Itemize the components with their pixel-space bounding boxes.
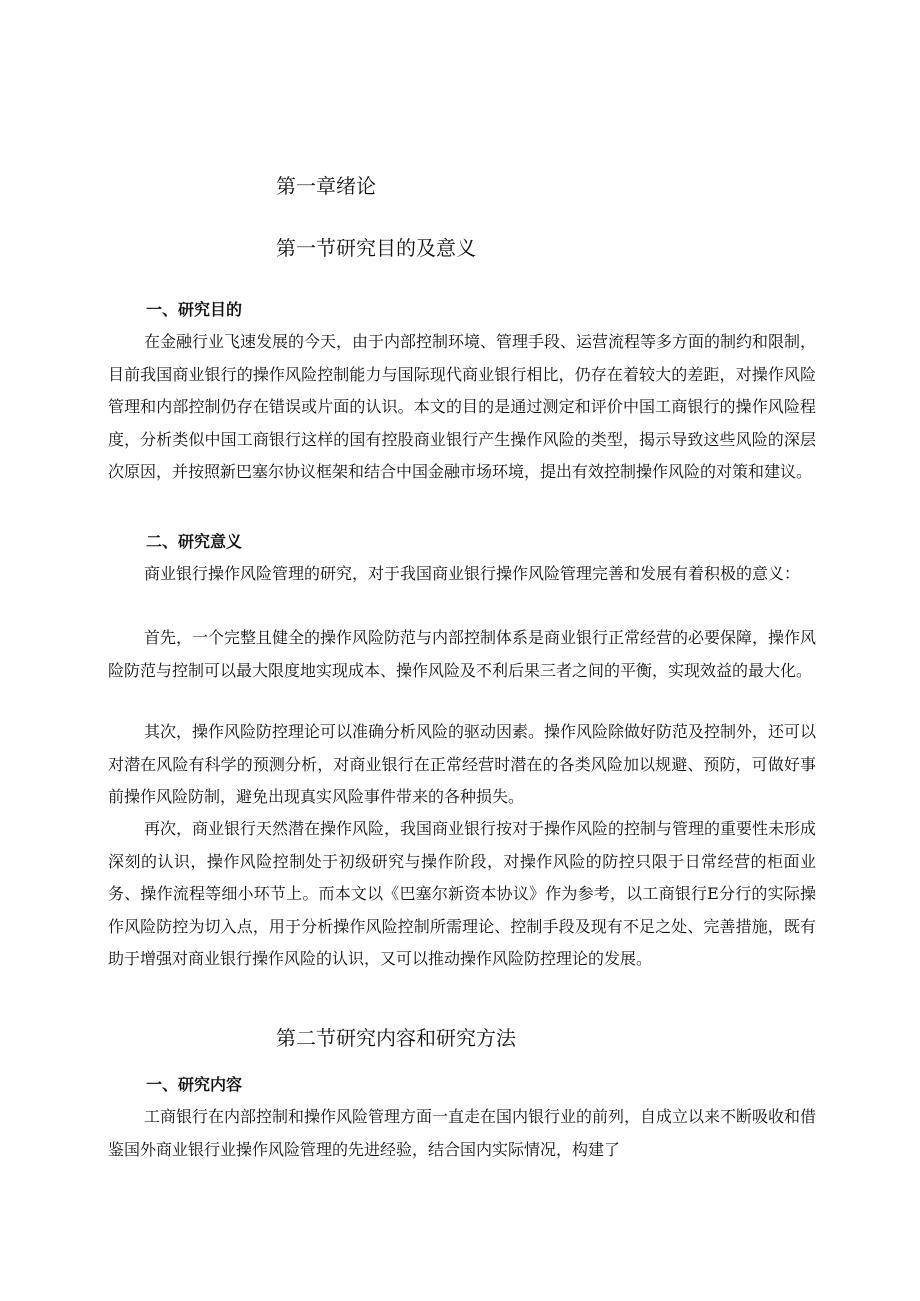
- paragraph-significance-intro: 商业银行操作风险管理的研究，对于我国商业银行操作风险管理完善和发展有着积极的意义：: [144, 564, 801, 583]
- heading-research-purpose: 一、研究目的: [146, 300, 243, 319]
- paragraph-research-purpose: 在金融行业飞速发展的今天，由于内部控制环境、管理手段、运营流程等多方面的制约和限制，目前我国商业银行的操作风险控制能力与国际现代商业银行相比，仍存在着较大的差距，对操作风险管理和内部控制仍存在错误或片面的认识。本文的目的是通过测定和评价中国工商银行的操作风险程度，分析类似中国工商银行这样的国有控股商业银行产生操作风险的类型，揭示导致这些风险的深层次原因，并按照新巴塞尔协议框架和结合中国金融市场环境，提出有效控制操作风险的对策和建议。: [108, 332, 817, 481]
- heading-research-content: 一、研究内容: [146, 1075, 243, 1094]
- section-title-2: 第二节研究内容和研究方法: [276, 1026, 516, 1050]
- paragraph-research-content: 工商银行在内部控制和操作风险管理方面一直走在国内银行业的前列，自成立以来不断吸收和借鉴国外商业银行业操作风险管理的先进经验，结合国内实际情况，构建了: [108, 1107, 817, 1159]
- chapter-title: 第一章绪论: [276, 174, 376, 198]
- heading-research-significance: 二、研究意义: [146, 532, 243, 551]
- section-title-1: 第一节研究目的及意义: [276, 236, 476, 260]
- paragraph-significance-third: 再次，商业银行天然潜在操作风险，我国商业银行按对于操作风险的控制与管理的重要性未形成深刻的认识，操作风险控制处于初级研究与操作阶段，对操作风险的防控只限于日常经营的柜面业务、操作流程等细小环节上。而本文以《巴塞尔新资本协议》作为参考，以工商银行E分行的实际操作风险防控为切入点，用于分析操作风险控制所需理论、控制手段及现有不足之处、完善措施，既有助于增强对商业银行操作风险的认识，又可以推动操作风险防控理论的发展。: [108, 819, 817, 968]
- paragraph-significance-second: 其次，操作风险防控理论可以准确分析风险的驱动因素。操作风险除做好防范及控制外，还可以对潜在风险有科学的预测分析，对商业银行在正常经营时潜在的各类风险加以规避、预防，可做好事前操作风险防制，避免出现真实风险事件带来的各种损失。: [108, 722, 817, 806]
- paragraph-significance-first: 首先，一个完整且健全的操作风险防范与内部控制体系是商业银行正常经营的必要保障，操作风险防范与控制可以最大限度地实现成本、操作风险及不利后果三者之间的平衡，实现效益的最大化。: [108, 628, 817, 680]
